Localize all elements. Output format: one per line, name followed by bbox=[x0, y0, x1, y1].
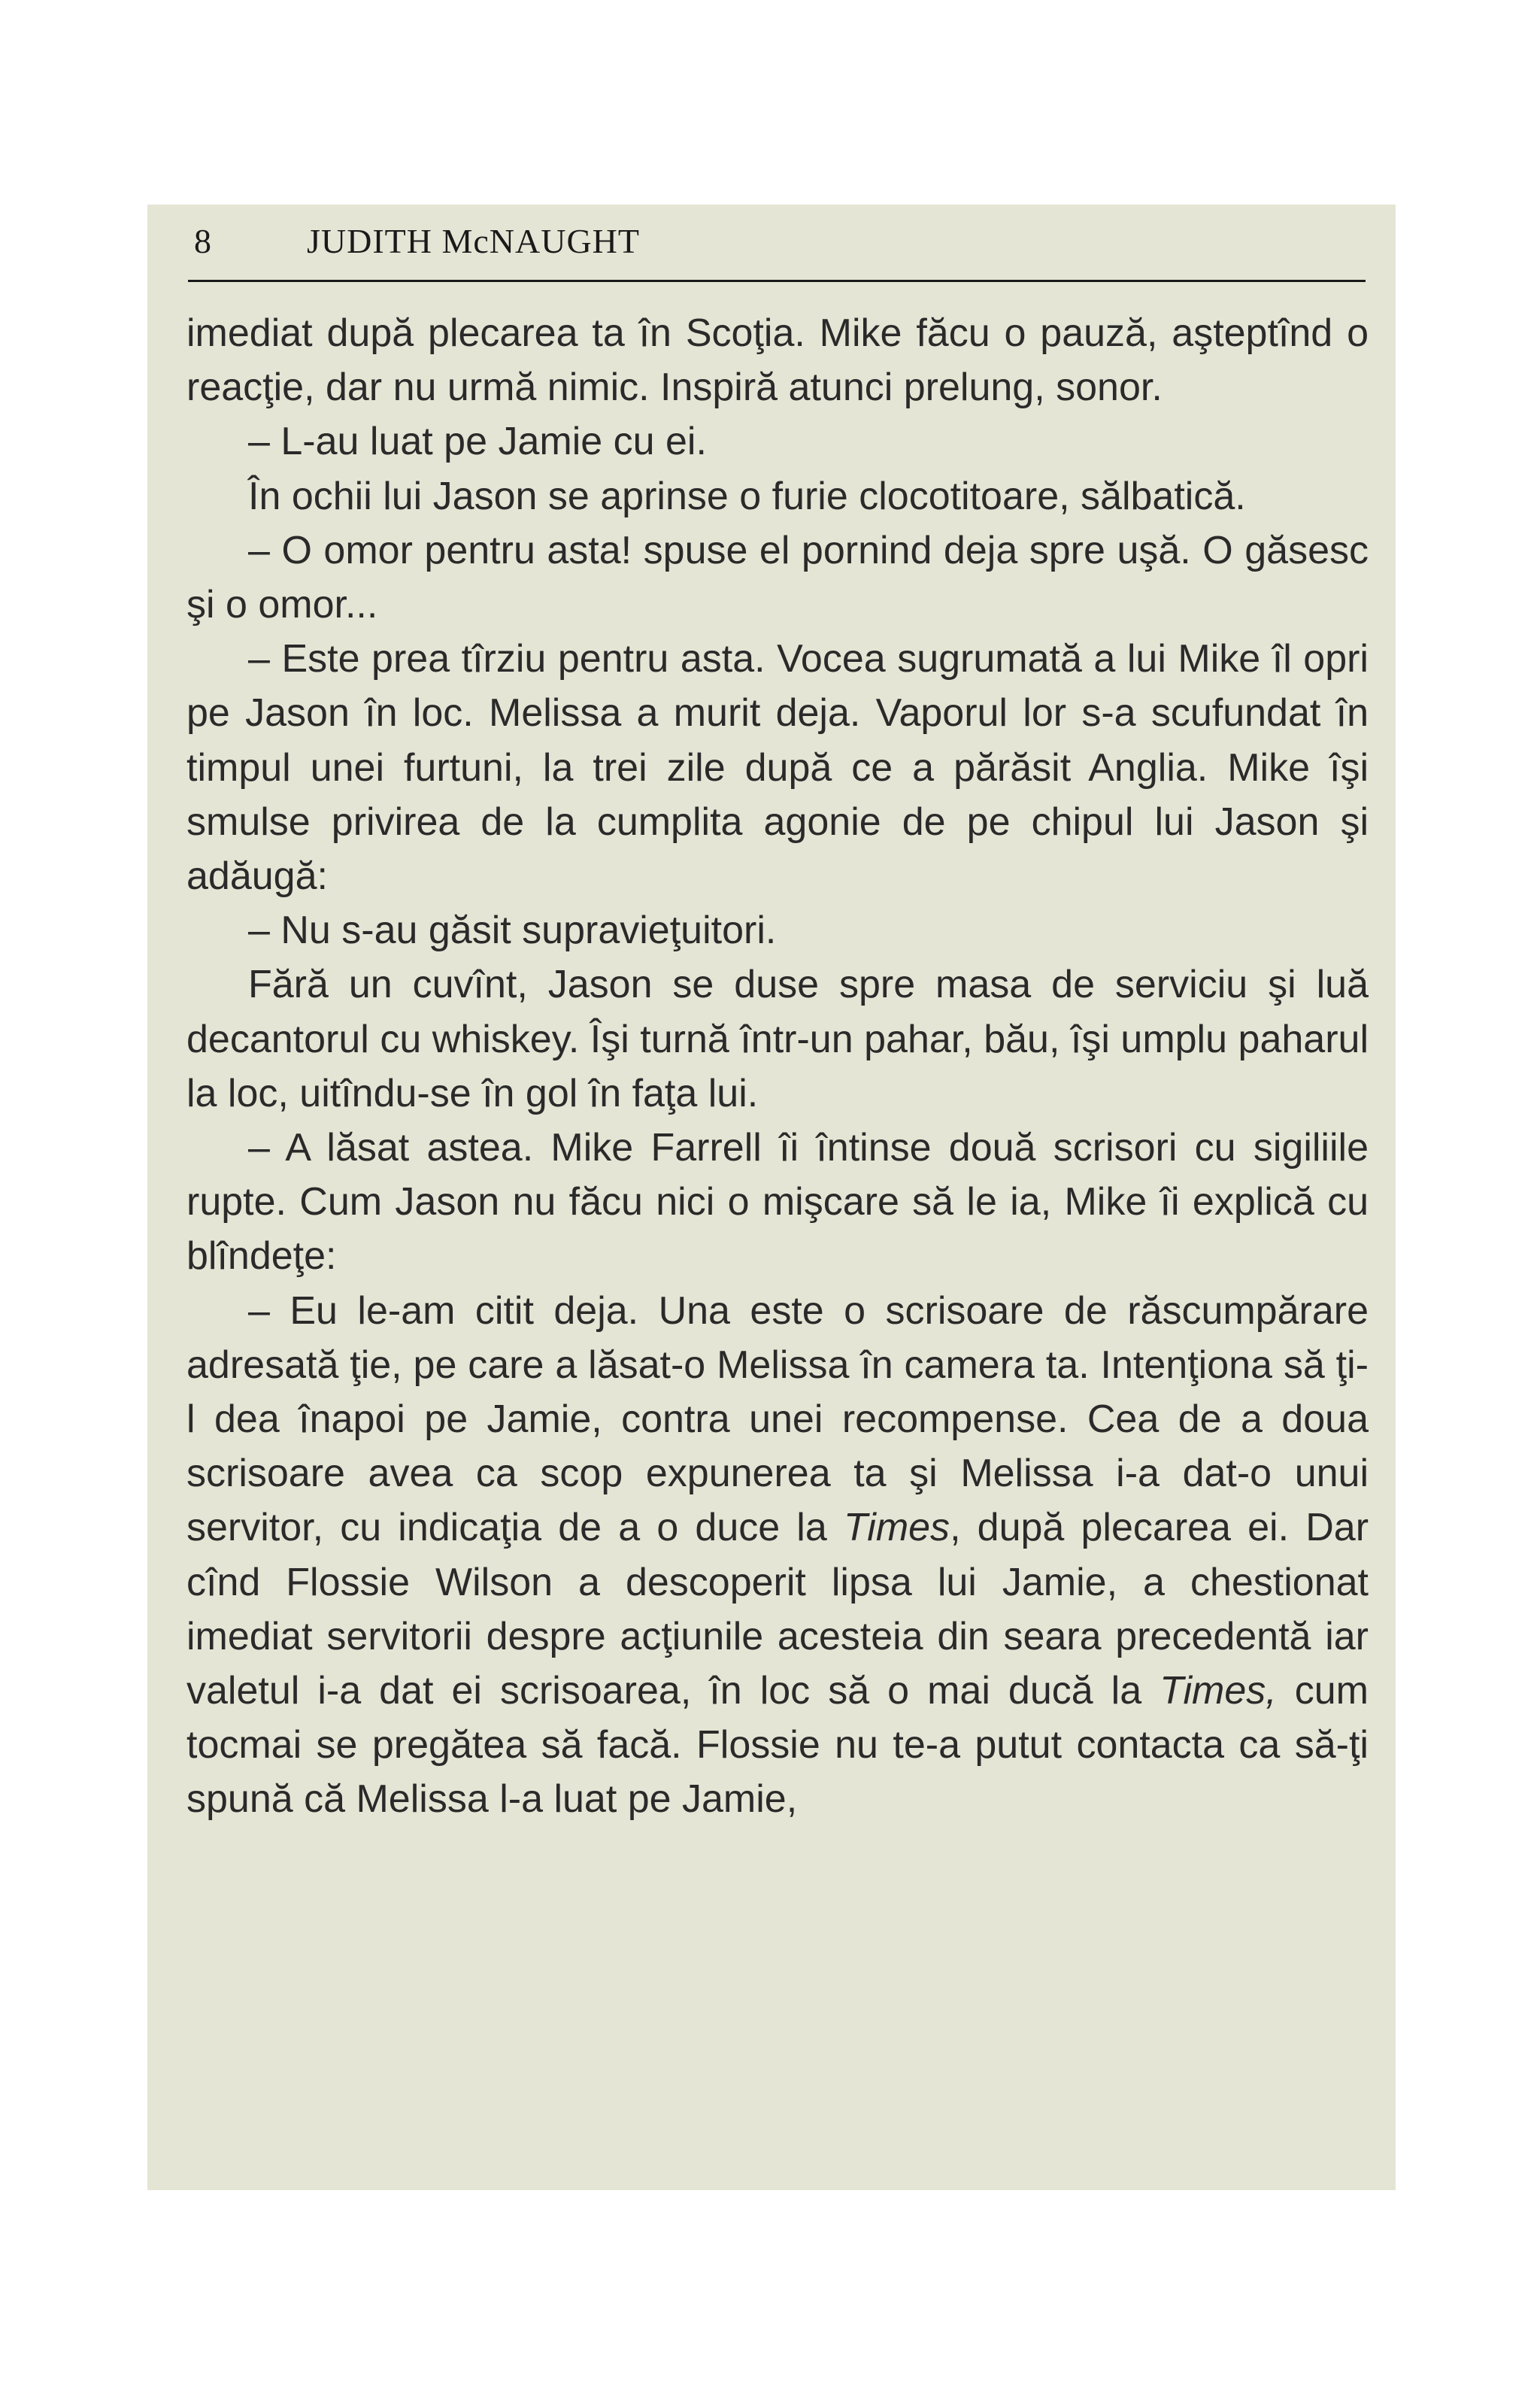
paragraph: – Este prea tîrziu pentru asta. Vocea sugrumată a lui Mike îl opri pe Jason în loc. Melissa a murit deja. Vaporul lor s-a scufundat în timpul unei furtuni, la trei zile după ce a părăsit Anglia. Mike îşi smulse privirea de la cumplita agonie de pe chipul lui Jason şi adăugă: bbox=[186, 637, 1369, 899]
paragraph: – L-au luat pe Jamie cu ei. bbox=[248, 420, 707, 464]
paragraph: Fără un cuvînt, Jason se duse spre masa de serviciu şi luă decantorul cu whiskey. Îşi turnă într-un pahar, bău, îşi umplu paharul la loc, uitîndu-se în gol în faţa lui. bbox=[186, 963, 1369, 1115]
running-header bbox=[194, 221, 1367, 268]
newspaper-title: Times, bbox=[1160, 1669, 1277, 1713]
paragraph-text: , după plecarea ei. Dar cînd Flossie Wilson a descoperit lipsa lui Jamie, a chestionat imediat servitorii despre acţiunile acesteia din seara precedentă iar valetul i-a dat ei scrisoarea, în loc să o mai ducă la bbox=[186, 1506, 1369, 1713]
book-page bbox=[147, 205, 1396, 2190]
paragraph: În ochii lui Jason se aprinse o furie clocotitoare, sălbatică. bbox=[248, 474, 1246, 518]
paragraph-text: – Eu le-am citit deja. Una este o scrisoare de răscumpărare adresată ţie, pe care a lăsat-o Melissa în camera ta. Intenţiona să ţi-l dea înapoi pe Jamie, contra unei recompense. Cea de a doua scrisoare avea ca scop expunerea ta şi Melissa i-a dat-o unui servitor, cu indicaţia de a o duce la bbox=[186, 1288, 1369, 1550]
paragraph: – A lăsat astea. Mike Farrell îi întinse două scrisori cu sigiliile rupte. Cum Jason nu făcu nici o mişcare să le ia, Mike îi explică cu blîndeţe: bbox=[186, 1126, 1369, 1279]
paragraph-text: cum tocmai se pregătea să facă. Flossie nu te-a putut contacta ca să-ţi spună că Melissa l-a luat pe Jamie, bbox=[186, 1669, 1369, 1822]
body-text bbox=[186, 306, 1369, 1827]
page-number: 8 bbox=[194, 222, 212, 260]
newspaper-title: Times bbox=[843, 1506, 950, 1550]
paragraph: – Nu s-au găsit supravieţuitori. bbox=[248, 909, 777, 953]
paragraph bbox=[186, 1284, 1369, 1827]
paragraph: imediat după plecarea ta în Scoţia. Mike făcu o pauză, aşteptînd o reacţie, dar nu urmă nimic. Inspiră atunci prelung, sonor. bbox=[186, 311, 1369, 410]
paragraph: – O omor pentru asta! spuse el pornind deja spre uşă. O găsesc şi o omor... bbox=[186, 528, 1369, 627]
running-head-author: JUDITH McNAUGHT bbox=[307, 222, 640, 260]
header-rule bbox=[188, 280, 1366, 282]
